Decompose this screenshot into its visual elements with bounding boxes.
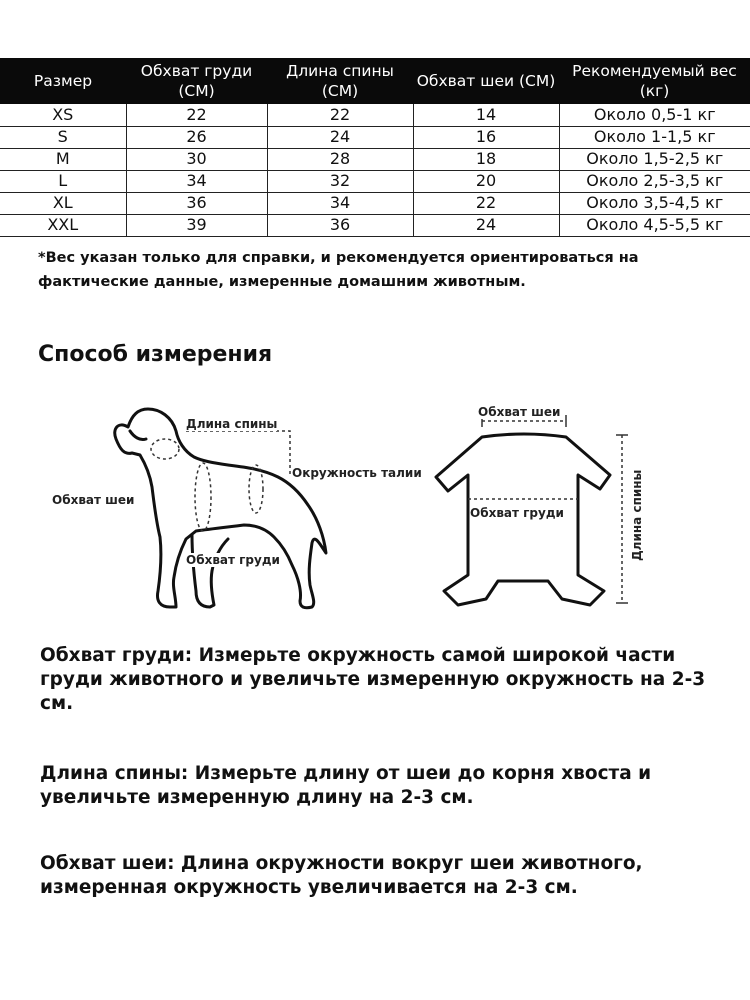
header-back-length: Длина спины (CM): [267, 58, 413, 104]
neck-instruction: Обхват шеи: Длина окружности вокруг шеи животного, измеренная окружность увеличивается на 2-3 см.: [40, 853, 643, 898]
weight-note: *Вес указан только для справки, и рекомендуется ориентироваться на фактические данные, измеренные домашним животным.: [38, 250, 639, 290]
cell-size: XXL: [0, 214, 126, 236]
garment-back-length-label: Длина спины: [630, 469, 644, 561]
cell-back: 22: [267, 104, 413, 126]
cell-size: M: [0, 148, 126, 170]
garment-neck-label: Обхват шеи: [478, 405, 561, 419]
dog-outline: [115, 409, 326, 608]
cell-chest: 30: [126, 148, 267, 170]
cell-chest: 39: [126, 214, 267, 236]
cell-size: XS: [0, 104, 126, 126]
cell-neck: 16: [413, 126, 559, 148]
cell-back: 24: [267, 126, 413, 148]
table-row: [0, 214, 750, 236]
back-instruction: Длина спины: Измерьте длину от шеи до корня хвоста и увеличьте измеренную длину на 2-3 см.: [40, 763, 652, 808]
dog-measure-lines: [151, 431, 290, 531]
header-neck: Обхват шеи (CM): [413, 58, 559, 104]
chest-instruction: Обхват груди: Измерьте окружность самой широкой части груди животного и увеличьте измеренную окружность на 2-3 см.: [40, 645, 706, 714]
cell-chest: 22: [126, 104, 267, 126]
table-row: [0, 148, 750, 170]
dog-back-length-label: Длина спины: [186, 417, 278, 431]
cell-weight: Около 3,5-4,5 кг: [559, 192, 750, 214]
cell-size: S: [0, 126, 126, 148]
table-row: [0, 170, 750, 192]
size-table: [0, 58, 750, 237]
dog-chest-label: Обхват груди: [186, 553, 280, 567]
cell-size: XL: [0, 192, 126, 214]
cell-back: 34: [267, 192, 413, 214]
cell-chest: 26: [126, 126, 267, 148]
header-weight: Рекомендуемый вес (кг): [559, 58, 750, 104]
table-row: [0, 104, 750, 126]
cell-weight: Около 1,5-2,5 кг: [559, 148, 750, 170]
cell-neck: 14: [413, 104, 559, 126]
cell-neck: 24: [413, 214, 559, 236]
table-row: [0, 192, 750, 214]
dog-neck-label: Обхват шеи: [52, 493, 135, 507]
cell-size: L: [0, 170, 126, 192]
cell-back: 36: [267, 214, 413, 236]
cell-back: 32: [267, 170, 413, 192]
cell-weight: Около 2,5-3,5 кг: [559, 170, 750, 192]
header-size: Размер: [0, 58, 126, 104]
garment-chest-label: Обхват груди: [470, 506, 564, 520]
cell-chest: 36: [126, 192, 267, 214]
cell-neck: 22: [413, 192, 559, 214]
cell-weight: Около 0,5-1 кг: [559, 104, 750, 126]
table-header-row: [0, 58, 750, 104]
section-title: Способ измерения: [38, 342, 273, 367]
cell-back: 28: [267, 148, 413, 170]
dog-waist-label: Окружность талии: [292, 466, 422, 480]
cell-weight: Около 4,5-5,5 кг: [559, 214, 750, 236]
header-chest: Обхват груди (CM): [126, 58, 267, 104]
cell-chest: 34: [126, 170, 267, 192]
table-row: [0, 126, 750, 148]
measurement-diagram: [0, 395, 750, 625]
cell-neck: 20: [413, 170, 559, 192]
cell-weight: Около 1-1,5 кг: [559, 126, 750, 148]
cell-neck: 18: [413, 148, 559, 170]
